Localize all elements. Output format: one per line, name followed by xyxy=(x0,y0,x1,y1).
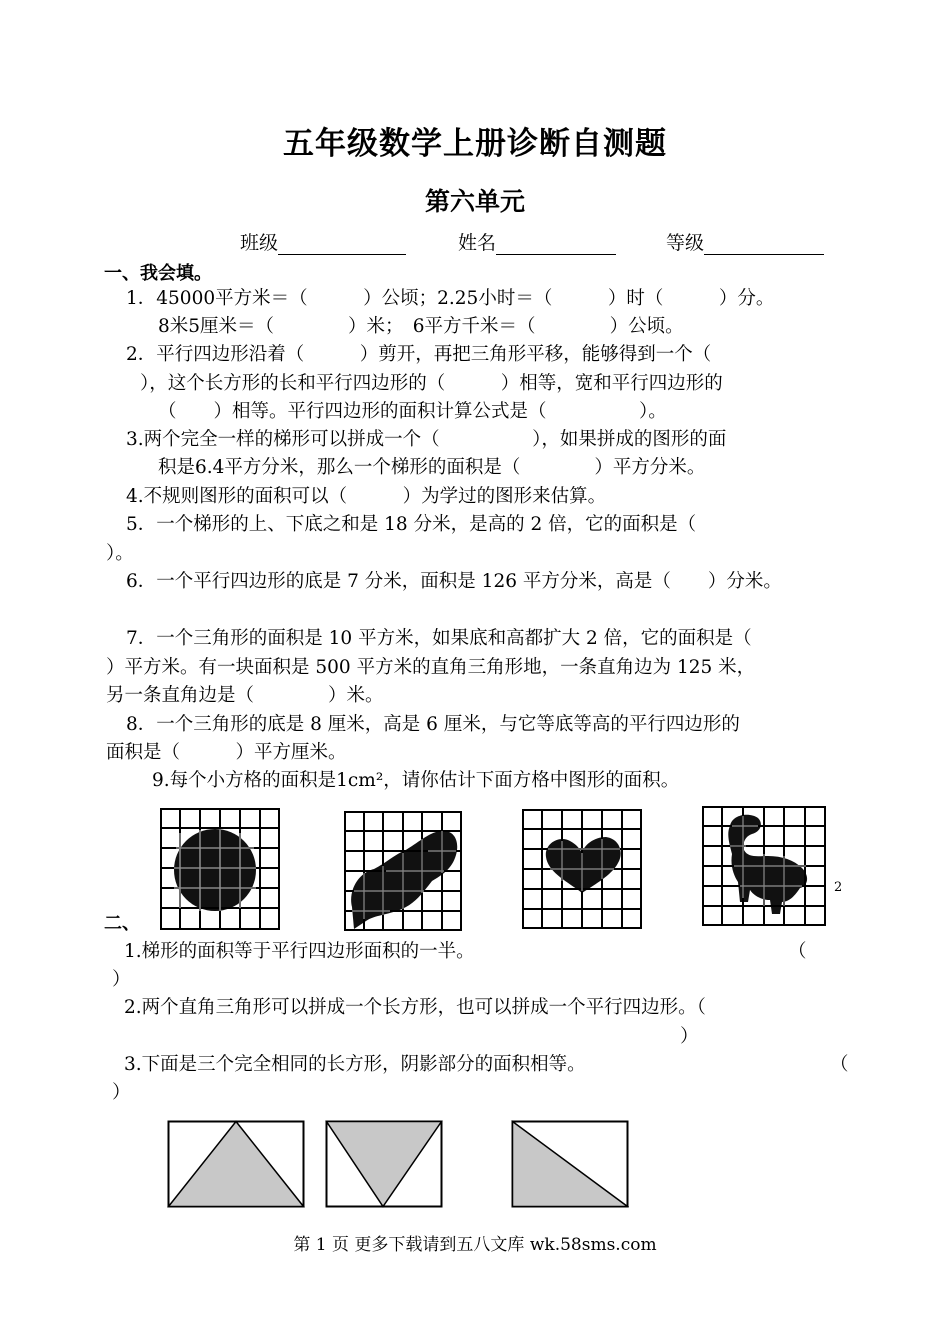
q8-line1: 8．一个三角形的底是 8 厘米，高是 6 厘米，与它等底等高的平行四边形的 xyxy=(126,714,740,735)
grade-label: 等级 xyxy=(666,232,705,254)
grid-blob-figure xyxy=(344,811,462,931)
q7-line3: 另一条直角边是（ ）米。 xyxy=(106,685,384,706)
name-label: 姓名 xyxy=(458,232,497,254)
stray-mark: 2 xyxy=(834,880,843,895)
q3-line2: 积是6.4平方分米，那么一个梯形的面积是（ ）平方分米。 xyxy=(158,457,706,478)
q1-line1: 1．45000平方米＝（ ）公顷；2.25小时＝（ ）时（ ）分。 xyxy=(126,288,775,309)
rect-figure-1 xyxy=(167,1120,305,1208)
judge1-text: 1.梯形的面积等于平行四边形面积的一半。 xyxy=(124,941,475,962)
judge3-bracket-open: （ xyxy=(830,1054,849,1075)
page-footer: 第 1 页 更多下载请到五八文库 wk.58sms.com xyxy=(293,1235,657,1255)
section2-heading: 二、 xyxy=(104,913,140,934)
judge1-bracket-close: ） xyxy=(112,969,131,990)
section1-heading: 一、我会填。 xyxy=(104,263,212,284)
q7-line2: ）平方米。有一块面积是 500 平方米的直角三角形地，一条直角边为 125 米， xyxy=(106,657,756,678)
rect-figure-3 xyxy=(511,1120,629,1208)
judge2-text: 2.两个直角三角形可以拼成一个长方形，也可以拼成一个平行四边形。（ xyxy=(124,997,706,1018)
q2-line1: 2．平行四边形沿着（ ）剪开，再把三角形平移，能够得到一个（ xyxy=(126,344,712,365)
q2-line3: （ ）相等。平行四边形的面积计算公式是（ ）。 xyxy=(158,401,667,422)
class-label: 班级 xyxy=(240,232,279,254)
q2-line2: ），这个长方形的长和平行四边形的（ ）相等，宽和平行四边形的 xyxy=(140,373,723,394)
grade-field xyxy=(666,228,824,255)
grade-blank xyxy=(704,234,824,255)
judge1-bracket-open: （ xyxy=(788,941,807,962)
q5-line1: 5．一个梯形的上、下底之和是 18 分米，是高的 2 倍，它的面积是（ xyxy=(126,514,697,535)
q7-line1: 7．一个三角形的面积是 10 平方米，如果底和高都扩大 2 倍，它的面积是（ xyxy=(126,628,752,649)
q3-line1: 3.两个完全一样的梯形可以拼成一个（ ），如果拼成的图形的面 xyxy=(126,429,727,450)
unit-subtitle: 第六单元 xyxy=(424,187,525,216)
name-blank xyxy=(496,234,616,255)
grid-circle-figure xyxy=(160,808,280,930)
rect-figure-2 xyxy=(325,1120,443,1208)
grid-animal-figure xyxy=(702,806,826,926)
judge3-text: 3.下面是三个完全相同的长方形，阴影部分的面积相等。 xyxy=(124,1054,586,1075)
judge3-bracket-close: ） xyxy=(112,1082,131,1103)
grid-heart-figure xyxy=(522,809,642,929)
q1-line2: 8米5厘米＝（ ）米； 6平方千米＝（ ）公顷。 xyxy=(158,316,684,337)
class-blank xyxy=(278,234,406,255)
q9-line: 9.每个小方格的面积是1cm²，请你估计下面方格中图形的面积。 xyxy=(152,770,680,791)
q6-line: 6．一个平行四边形的底是 7 分米，面积是 126 平方分米，高是（ ）分米。 xyxy=(126,571,782,592)
q5-line2: ）。 xyxy=(106,543,134,564)
name-field xyxy=(458,228,616,255)
page-title: 五年级数学上册诊断自测题 xyxy=(283,126,667,162)
q8-line2: 面积是（ ）平方厘米。 xyxy=(106,742,347,763)
judge2-bracket-close: ） xyxy=(680,1026,699,1047)
class-field xyxy=(240,228,406,255)
q4-line: 4.不规则图形的面积可以（ ）为学过的图形来估算。 xyxy=(126,486,607,507)
